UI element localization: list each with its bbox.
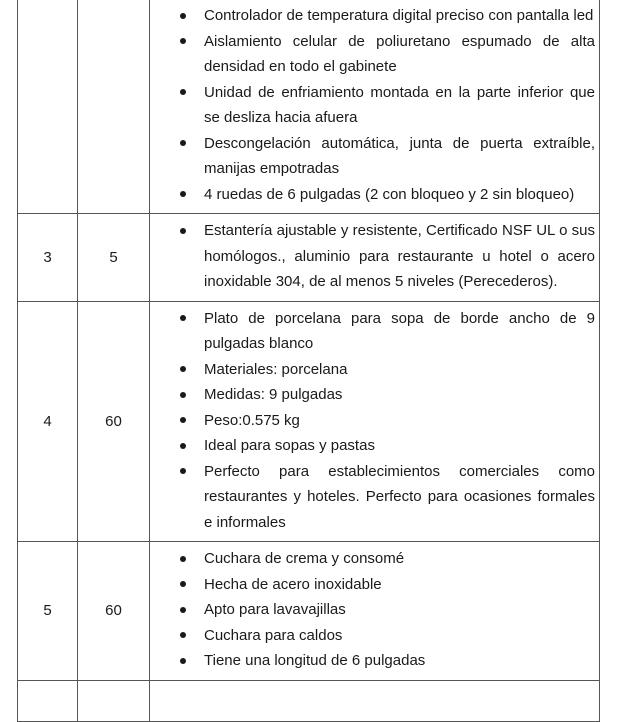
list-item: Plato de porcelana para sopa de borde ancho de 9 pulgadas blanco	[150, 306, 595, 357]
list-item: Cuchara de crema y consomé	[150, 546, 595, 572]
list-item: Medidas: 9 pulgadas	[150, 382, 595, 408]
quantity-cell: 60	[78, 301, 150, 542]
quantity-cell	[78, 680, 150, 721]
description-cell	[150, 214, 600, 302]
list-item: 4 ruedas de 6 pulgadas (2 con bloqueo y 2 sin bloqueo)	[150, 182, 595, 208]
description-list	[150, 542, 599, 680]
description-cell	[150, 301, 600, 542]
list-item: Peso:0.575 kg	[150, 408, 595, 434]
list-item: Ideal para sopas y pastas	[150, 433, 595, 459]
item-number-cell: 4	[18, 301, 78, 542]
list-item: Unidad de enfriamiento montada en la parte inferior que se desliza hacia afuera	[150, 80, 595, 131]
list-item: Aislamiento celular de poliuretano espumado de alta densidad en todo el gabinete	[150, 29, 595, 80]
table-row	[18, 301, 600, 542]
description-cell	[150, 680, 600, 721]
list-item: Hecha de acero inoxidable	[150, 572, 595, 598]
list-item: Apto para lavavajillas	[150, 597, 595, 623]
list-item: Materiales: porcelana	[150, 357, 595, 383]
table-row	[18, 0, 600, 214]
quantity-cell: 60	[78, 542, 150, 681]
description-cell	[150, 542, 600, 681]
item-number-cell	[18, 680, 78, 721]
description-list	[150, 302, 599, 542]
list-item: Controlador de temperatura digital preciso con pantalla led	[150, 3, 595, 29]
item-number-cell	[18, 0, 78, 214]
list-item: Estantería ajustable y resistente, Certificado NSF UL o sus homólogos., aluminio para restaurante u hotel o acero inoxidable 304, de al menos 5 niveles (Perecederos).	[150, 218, 595, 295]
list-item: Tiene una longitud de 6 pulgadas	[150, 648, 595, 674]
table-row	[18, 542, 600, 681]
list-item: Perfecto para establecimientos comerciales como restaurantes y hoteles. Perfecto para ocasiones formales e informales	[150, 459, 595, 536]
item-number-cell: 3	[18, 214, 78, 302]
description-list	[150, 0, 599, 213]
list-item: Cuchara para caldos	[150, 623, 595, 649]
list-item: Descongelación automática, junta de puerta extraíble, manijas empotradas	[150, 131, 595, 182]
quantity-cell: 5	[78, 214, 150, 302]
description-list	[150, 214, 599, 301]
item-number-cell: 5	[18, 542, 78, 681]
table-row	[18, 680, 600, 721]
specifications-table	[17, 0, 600, 722]
description-cell	[150, 0, 600, 214]
table-row	[18, 214, 600, 302]
quantity-cell	[78, 0, 150, 214]
